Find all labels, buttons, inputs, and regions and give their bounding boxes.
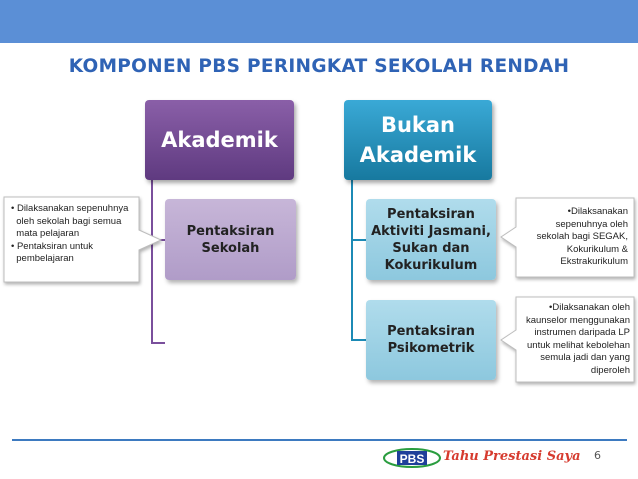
aktiviti-callout <box>500 197 636 279</box>
akademik-connector-end <box>151 342 165 344</box>
psikometrik-label-line2: Psikometrik <box>387 341 475 356</box>
psikometrik-callout <box>500 296 636 384</box>
sekolah-callout-point1-line2: oleh sekolah bagi semua <box>11 215 122 227</box>
sekolah-label-line1: Pentaksiran <box>186 223 275 239</box>
bukan-connector-to-aktiviti <box>351 239 366 241</box>
psikometrik-callout-line2: kaunselor menggunakan <box>525 314 630 326</box>
top-banner <box>0 0 638 43</box>
aktiviti-callout-line5: Ekstrakurikulum <box>560 256 628 267</box>
sekolah-callout <box>3 196 163 286</box>
aktiviti-label-line2: Aktiviti Jasmani, <box>371 223 491 239</box>
page-number: 6 <box>594 449 601 462</box>
akademik-label: Akademik <box>161 128 278 152</box>
bukan-akademik-node <box>344 100 492 180</box>
sekolah-callout-point1-line3: mata pelajaran <box>11 228 80 239</box>
aktiviti-callout-line1: •Dilaksanakan <box>567 206 628 217</box>
aktiviti-callout-line4: Kokurikulum & <box>566 243 628 255</box>
pentaksiran-psikometrik-node <box>366 300 496 380</box>
aktiviti-label-line4: Kokurikulum <box>384 257 478 273</box>
sekolah-callout-point2-line1: • Pentaksiran untuk <box>11 240 94 252</box>
psikometrik-callout-line3: instrumen daripada LP <box>534 327 630 338</box>
sekolah-callout-point2-line2: pembelajaran <box>11 253 74 264</box>
footer-tagline: Tahu Prestasi Saya <box>443 449 581 464</box>
bukan-akademik-label-line1: Bukan <box>380 113 456 137</box>
sekolah-callout-point1-line1: • Dilaksanakan sepenuhnya <box>11 203 129 214</box>
psikometrik-label-line1: Pentaksiran <box>387 324 475 339</box>
psikometrik-callout-line1: •Dilaksanakan oleh <box>549 302 630 313</box>
aktiviti-label-line1: Pentaksiran <box>387 206 475 222</box>
aktiviti-callout-line2: sepenuhnya oleh <box>555 218 628 230</box>
bukan-akademik-label-line2: Akademik <box>359 143 477 167</box>
pbs-logo-text: PBS <box>399 452 425 466</box>
slide-title: KOMPONEN PBS PERINGKAT SEKOLAH RENDAH <box>68 56 570 77</box>
pentaksiran-sekolah-node <box>165 199 296 280</box>
bukan-connector-to-psikometrik <box>351 339 366 341</box>
psikometrik-callout-line4: untuk melihat kebolehan <box>527 339 630 351</box>
akademik-node <box>145 100 294 180</box>
bukan-connector-vertical <box>351 180 353 340</box>
pbs-logo <box>383 448 441 468</box>
psikometrik-callout-line5: semula jadi dan yang <box>540 352 630 363</box>
pentaksiran-aktiviti-node <box>366 199 496 280</box>
psikometrik-callout-line6: diperoleh <box>590 364 630 376</box>
footer-divider <box>12 439 627 441</box>
sekolah-label-line2: Sekolah <box>201 240 260 256</box>
aktiviti-label-line3: Sukan dan <box>392 240 470 256</box>
aktiviti-callout-line3: sekolah bagi SEGAK, <box>536 231 628 242</box>
